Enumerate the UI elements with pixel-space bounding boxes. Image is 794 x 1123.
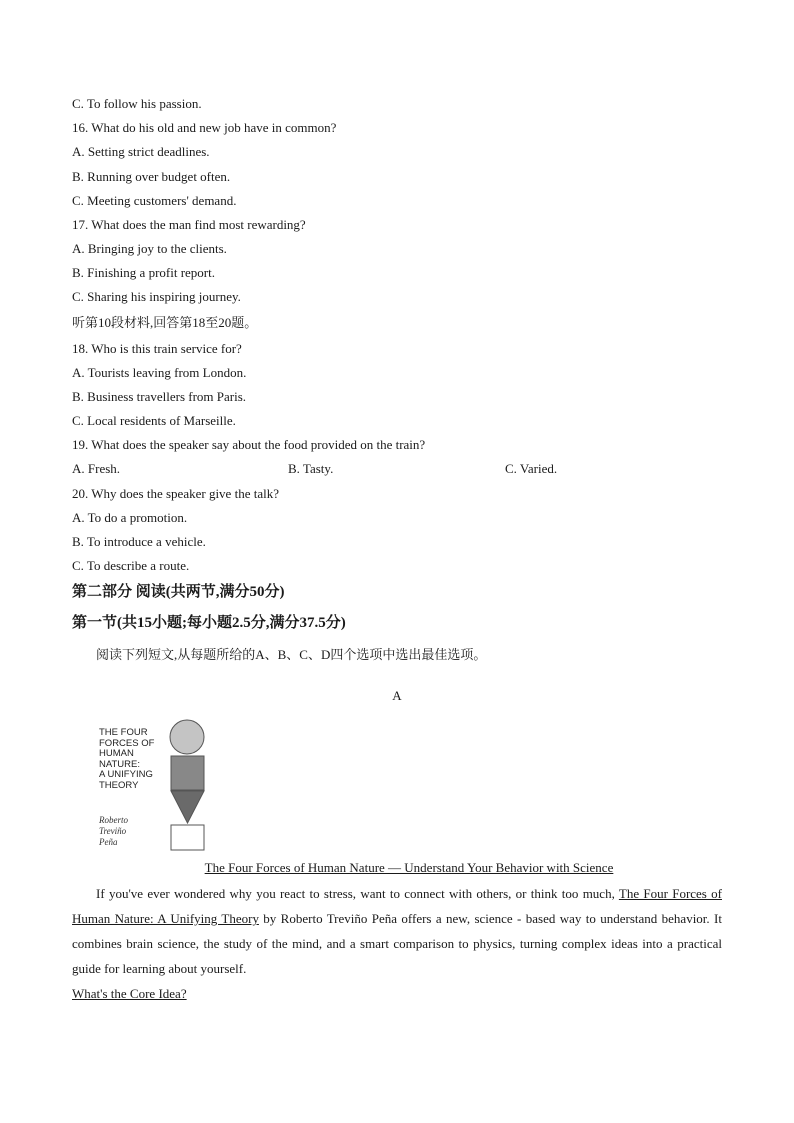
q17-question: 17. What does the man find most rewarding? xyxy=(72,217,306,232)
q17-option-a: A. Bringing joy to the clients. xyxy=(72,241,227,256)
q18-option-b: B. Business travellers from Paris. xyxy=(72,389,247,404)
q20-option-b: B. To introduce a vehicle. xyxy=(72,534,206,549)
q20-option-c: C. To describe a route. xyxy=(72,558,190,573)
section10-instruction: 听第10段材料,回答第18至20题。 xyxy=(72,315,258,330)
q15-option-c: C. To follow his passion. xyxy=(72,96,202,111)
q19-option-c: C. Varied. xyxy=(505,461,558,476)
image-caption: The Four Forces of Human Nature — Understand Your Behavior with Science xyxy=(204,860,614,875)
q16-option-b: B. Running over budget often. xyxy=(72,169,231,184)
q17-option-b: B. Finishing a profit report. xyxy=(72,265,215,280)
core-idea-subheading: What's the Core Idea? xyxy=(72,986,187,1001)
section-one-heading: 第一节(共15小题;每小题2.5分,满分37.5分) xyxy=(72,615,346,631)
book-cover-title: THE FOUR FORCES OF HUMAN NATURE: A UNIFYING THEORY xyxy=(99,727,155,791)
part-two-heading: 第二部分 阅读(共两节,满分50分) xyxy=(72,584,285,600)
q19-option-a: A. Fresh. xyxy=(72,461,121,476)
q17-option-c: C. Sharing his inspiring journey. xyxy=(72,289,241,304)
q20-question: 20. Why does the speaker give the talk? xyxy=(72,486,279,501)
passage-paragraph xyxy=(72,881,722,981)
book-title-reference: The Four Forces of Human Nature: A Unifying Theory xyxy=(72,886,722,926)
q18-option-c: C. Local residents of Marseille. xyxy=(72,413,236,428)
q19-option-b: B. Tasty. xyxy=(288,461,334,476)
book-cover-author: Roberto Treviño Peña xyxy=(99,815,128,847)
q16-option-a: A. Setting strict deadlines. xyxy=(72,144,210,159)
q16-option-c: C. Meeting customers' demand. xyxy=(72,193,237,208)
q16-question: 16. What do his old and new job have in common? xyxy=(72,120,337,135)
paragraph-text-end: by Roberto Treviño Peña offers a new, science - based way to understand behavior. It combines brain science, the study of the mind, and a smart comparison to physics, turning complex ideas into a practical guide for learning about yourself. xyxy=(72,911,722,976)
q18-option-a: A. Tourists leaving from London. xyxy=(72,365,247,380)
q19-question: 19. What does the speaker say about the food provided on the train? xyxy=(72,437,426,452)
q18-question: 18. Who is this train service for? xyxy=(72,341,242,356)
passage-letter: A xyxy=(392,688,402,703)
paragraph-text-start: If you've ever wondered why you react to stress, want to connect with others, or think too much, xyxy=(96,886,619,901)
q20-option-a: A. To do a promotion. xyxy=(72,510,188,525)
reading-instruction: 阅读下列短文,从每题所给的A、B、C、D四个选项中选出最佳选项。 xyxy=(96,647,487,662)
book-cover-image xyxy=(95,716,215,852)
